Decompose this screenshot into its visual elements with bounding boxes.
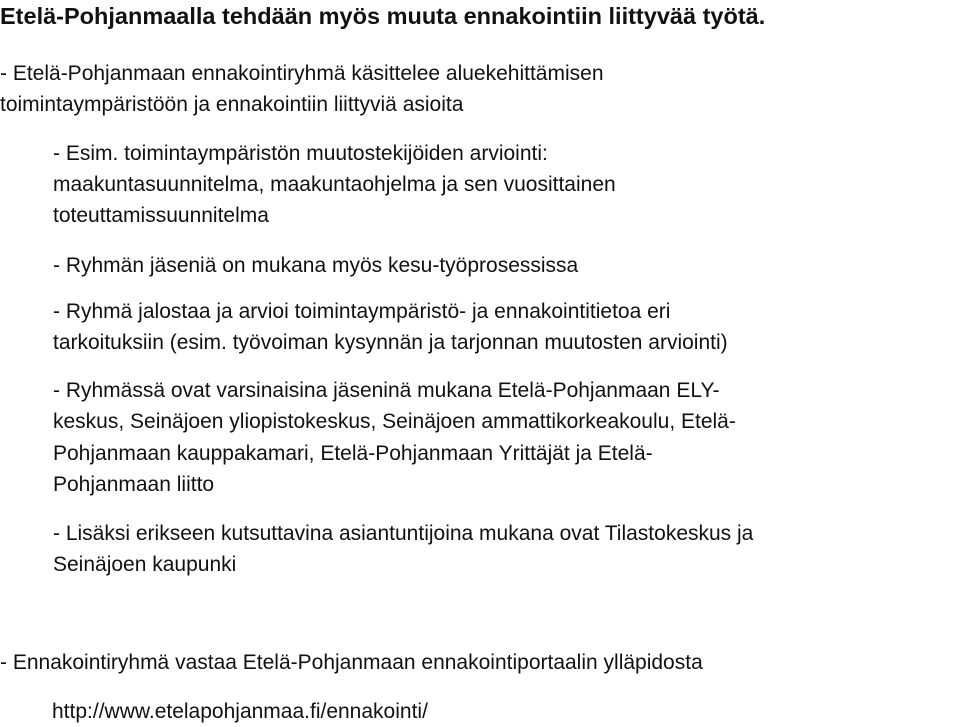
bullet-2-line-1: - Ryhmän jäseniä on mukana myös kesu-työprosessissa [53,254,579,277]
bullet-5-line-1: - Lisäksi erikseen kutsuttavina asiantuntijoina mukana ovat Tilastokeskus ja [53,522,754,545]
intro-line-2: toimintaympäristöön ja ennakointiin liittyviä asioita [0,93,464,116]
bullet-4-line-2: keskus, Seinäjoen yliopistokeskus, Seinäjoen ammattikorkeakoulu, Etelä- [53,410,736,433]
bullet-1-line-3: toteuttamissuunnitelma [53,204,269,227]
portal-link[interactable]: http://www.etelapohjanmaa.fi/ennakointi/ [52,700,428,723]
bullet-4-line-3: Pohjanmaan kauppakamari, Etelä-Pohjanmaan Yrittäjät ja Etelä- [53,442,653,465]
closing-statement: - Ennakointiryhmä vastaa Etelä-Pohjanmaan ennakointiportaalin ylläpidosta [0,651,703,674]
slide-title: Etelä-Pohjanmaalla tehdään myös muuta ennakointiin liittyvää työtä. [0,3,766,29]
bullet-3-line-1: - Ryhmä jalostaa ja arvioi toimintaympäristö- ja ennakointitietoa eri [53,300,671,323]
bullet-1-line-2: maakuntasuunnitelma, maakuntaohjelma ja sen vuosittainen [53,173,616,196]
bullet-5-line-2: Seinäjoen kaupunki [53,553,237,576]
bullet-1-line-1: - Esim. toimintaympäristön muutostekijöiden arviointi: [53,142,548,165]
bullet-4-line-4: Pohjanmaan liitto [53,473,215,496]
bullet-3-line-2: tarkoituksiin (esim. työvoiman kysynnän ja tarjonnan muutosten arviointi) [53,331,728,354]
intro-line-1: - Etelä-Pohjanmaan ennakointiryhmä käsittelee aluekehittämisen [0,62,604,85]
bullet-4-line-1: - Ryhmässä ovat varsinaisina jäseninä mukana Etelä-Pohjanmaan ELY- [53,379,720,402]
